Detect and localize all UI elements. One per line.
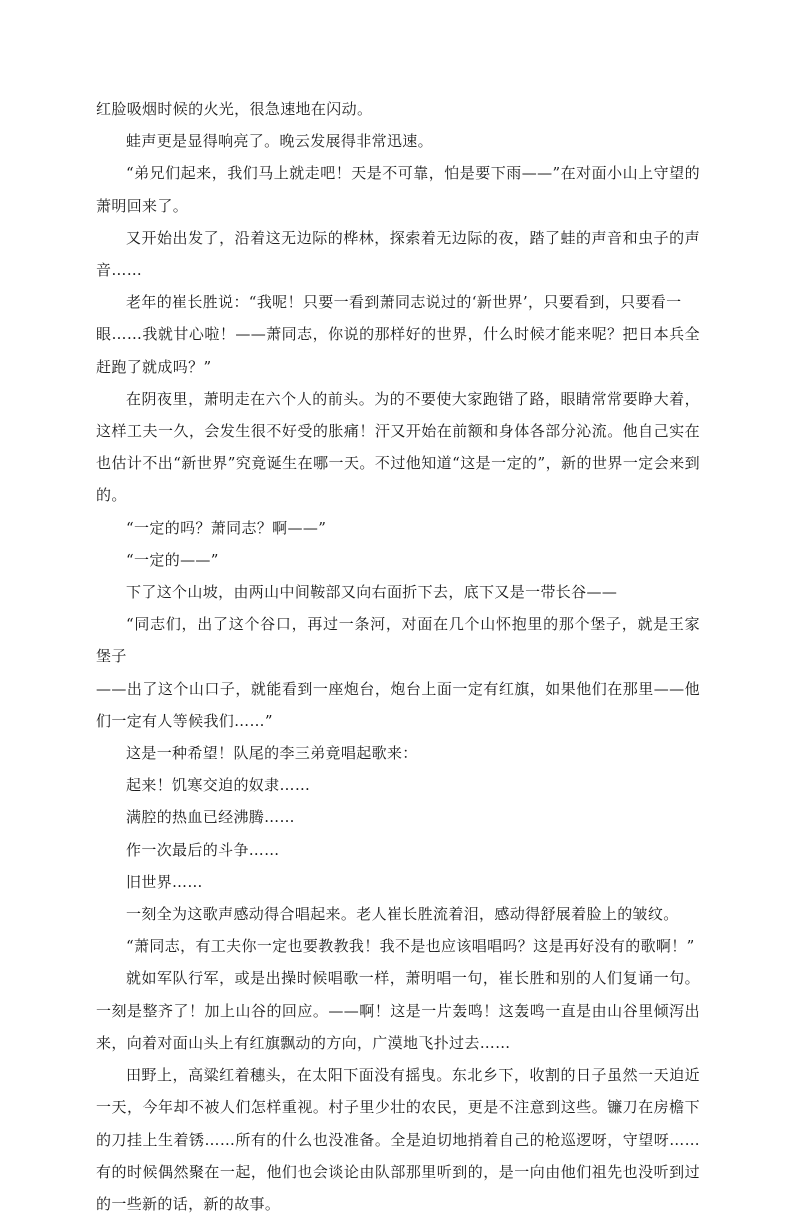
- paragraph-11: “同志们，出了这个谷口，再过一条河，对面在几个山怀抱里的那个堡子，就是王家堡子: [96, 615, 700, 666]
- song-line-1: 起来！饥寒交迫的奴隶……: [126, 776, 311, 795]
- paragraph-20: 就如军队行军，或是出操时候唱歌一样，萧明唱一句，崔长胜和别的人们复诵一句。一刻是整齐了！加上山谷的回应。——啊！这是一片轰鸣！这轰鸣一直是由山谷里倾泻出来，向着对面山头上有红旗飘动的方向，广漠地飞扑过去……: [96, 969, 700, 1052]
- paragraph-19: “萧同志，有工夫你一定也要教教我！我不是也应该唱唱吗？这是再好没有的歌啊！”: [126, 937, 695, 956]
- paragraph-6: 眼……我就甘心啦！——萧同志，你说的那样好的世界，什么时候才能来呢？把日本兵全赶跑了就成吗？”: [96, 325, 700, 376]
- paragraph-13: 这是一种希望！队尾的李三弟竟唱起歌来：: [126, 744, 418, 763]
- body-text: [96, 93, 700, 1220]
- paragraph-10: 下了这个山坡，由两山中间鞍部又向右面折下去，底下又是一带长谷——: [126, 583, 618, 602]
- paragraph-9: “一定的——”: [126, 550, 219, 569]
- paragraph-3: “弟兄们起来，我们马上就走吧！天是不可靠，怕是要下雨——”在对面小山上守望的萧明回来了。: [96, 164, 700, 215]
- paragraph-1: 红脸吸烟时候的火光，很急速地在闪动。: [96, 100, 373, 118]
- paragraph-8: “一定的吗？萧同志？啊——”: [126, 518, 327, 537]
- song-line-4: 旧世界……: [126, 872, 203, 891]
- paragraph-12: ——出了这个山口子，就能看到一座炮台，炮台上面一定有红旗，如果他们在那里——他们一定有人等候我们……”: [96, 679, 700, 730]
- paragraph-18: 一刻全为这歌声感动得合唱起来。老人崔长胜流着泪，感动得舒展着脸上的皱纹。: [126, 905, 679, 924]
- paragraph-21: 田野上，高粱红着穗头，在太阳下面没有摇曳。东北乡下，收割的日子虽然一天迫近一天，今年却不被人们怎样重视。村子里少壮的农民，更是不注意到这些。镰刀在房檐下的刀挂上生着锈……所有的什么也没准备。全是迫切地捎着自己的枪巡逻呀，守望呀……有的时候偶然聚在一起，他们也会谈论由队部那里听到的，是一向由他们祖先也没听到过的一些新的话，新的故事。: [96, 1066, 700, 1213]
- paragraph-7: 在阴夜里，萧明走在六个人的前头。为的不要使大家跑错了路，眼睛常常要睁大着，这样工夫一久，会发生很不好受的胀痛！汗又开始在前额和身体各部分沁流。他自己实在也估计不出“新世界”究竟诞生在哪一天。不过他知道“这是一定的”，新的世界一定会来到的。: [96, 389, 700, 505]
- song-line-3: 作一次最后的斗争……: [126, 840, 280, 859]
- paragraph-4: 又开始出发了，沿着这无边际的桦林，探索着无边际的夜，踏了蛙的声音和虫子的声音……: [96, 228, 700, 280]
- paragraph-2: 蛙声更是显得响亮了。晚云发展得非常迅速。: [126, 132, 434, 151]
- song-line-2: 满腔的热血已经沸腾……: [126, 808, 295, 827]
- paragraph-5: 老年的崔长胜说：“我呢！只要一看到萧同志说过的‘新世界’，只要看到，只要看一: [126, 293, 682, 312]
